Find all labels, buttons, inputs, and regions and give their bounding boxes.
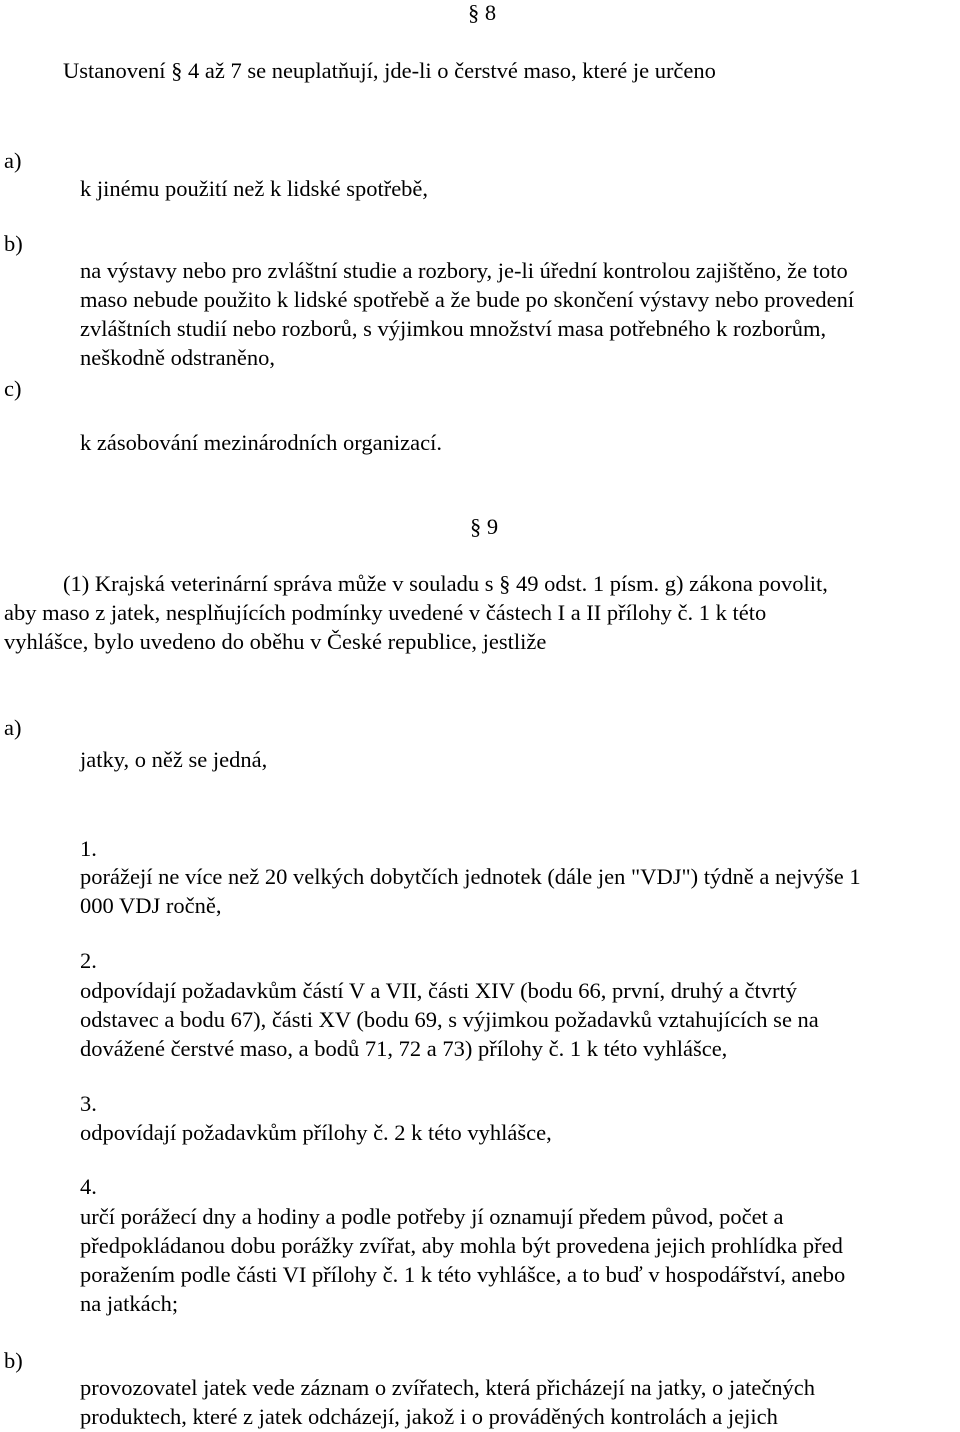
subitem-number: 2. [80,948,97,973]
subitem-text: odpovídají požadavkům částí V a VII, části XIV (bodu 66, první, druhý a čtvrtý [80,978,797,1003]
subitem-text: předpokládanou dobu porážky zvířat, aby mohla být provedena jejich prohlídka před [80,1233,843,1258]
list-item-label: b) [4,1348,23,1373]
section-9-heading: § 9 [470,514,499,539]
list-item-text: zvláštních studií nebo rozborů, s výjimkou množství masa potřebného k rozborům, [80,316,827,341]
list-item-text: k zásobování mezinárodních organizací. [80,430,442,455]
subitem-number: 1. [80,836,97,861]
subitem-text: na jatkách; [80,1291,179,1316]
subitem-number: 3. [80,1091,97,1116]
list-item-label: c) [4,376,22,401]
section-9-intro: vyhlášce, bylo uvedeno do oběhu v České republice, jestliže [4,629,547,654]
list-item-text: produktech, které z jatek odcházejí, jakož i o prováděných kontrolách a jejich [80,1404,778,1429]
list-item-label: a) [4,715,22,740]
list-item-text: jatky, o něž se jedná, [80,747,268,772]
subitem-number: 4. [80,1174,97,1199]
subitem-text: dovážené čerstvé maso, a bodů 71, 72 a 73) přílohy č. 1 k této vyhlášce, [80,1036,728,1061]
section-8-heading: § 8 [468,0,497,25]
subitem-text: odstavec a bodu 67), části XV (bodu 69, s výjimkou požadavků vztahujících se na [80,1007,819,1032]
subitem-text: poražením podle části VI přílohy č. 1 k této vyhlášce, a to buď v hospodářství, anebo [80,1262,846,1287]
subitem-text: porážejí ne více než 20 velkých dobytčích jednotek (dále jen "VDJ") týdně a nejvýše 1 [80,864,861,889]
section-8-intro: Ustanovení § 4 až 7 se neuplatňují, jde-li o čerstvé maso, které je určeno [63,58,716,83]
list-item-label: b) [4,231,23,256]
list-item-text: k jinému použití než k lidské spotřebě, [80,176,429,201]
list-item-text: maso nebude použito k lidské spotřebě a že bude po skončení výstavy nebo provedení [80,287,855,312]
subitem-text: určí porážecí dny a hodiny a podle potřeby jí oznamují předem původ, počet a [80,1204,784,1229]
section-9-intro: (1) Krajská veterinární správa může v souladu s § 49 odst. 1 písm. g) zákona povolit, [63,571,828,596]
list-item-label: a) [4,148,22,173]
subitem-text: 000 VDJ ročně, [80,893,222,918]
list-item-text: na výstavy nebo pro zvláštní studie a rozbory, je-li úřední kontrolou zajištěno, že toto [80,258,848,283]
list-item-text: neškodně odstraněno, [80,345,275,370]
subitem-text: odpovídají požadavkům přílohy č. 2 k této vyhlášce, [80,1120,552,1145]
section-9-intro: aby maso z jatek, nesplňujících podmínky uvedené v částech I a II přílohy č. 1 k této [4,600,767,625]
list-item-text: provozovatel jatek vede záznam o zvířatech, která přicházejí na jatky, o jatečných [80,1375,816,1400]
